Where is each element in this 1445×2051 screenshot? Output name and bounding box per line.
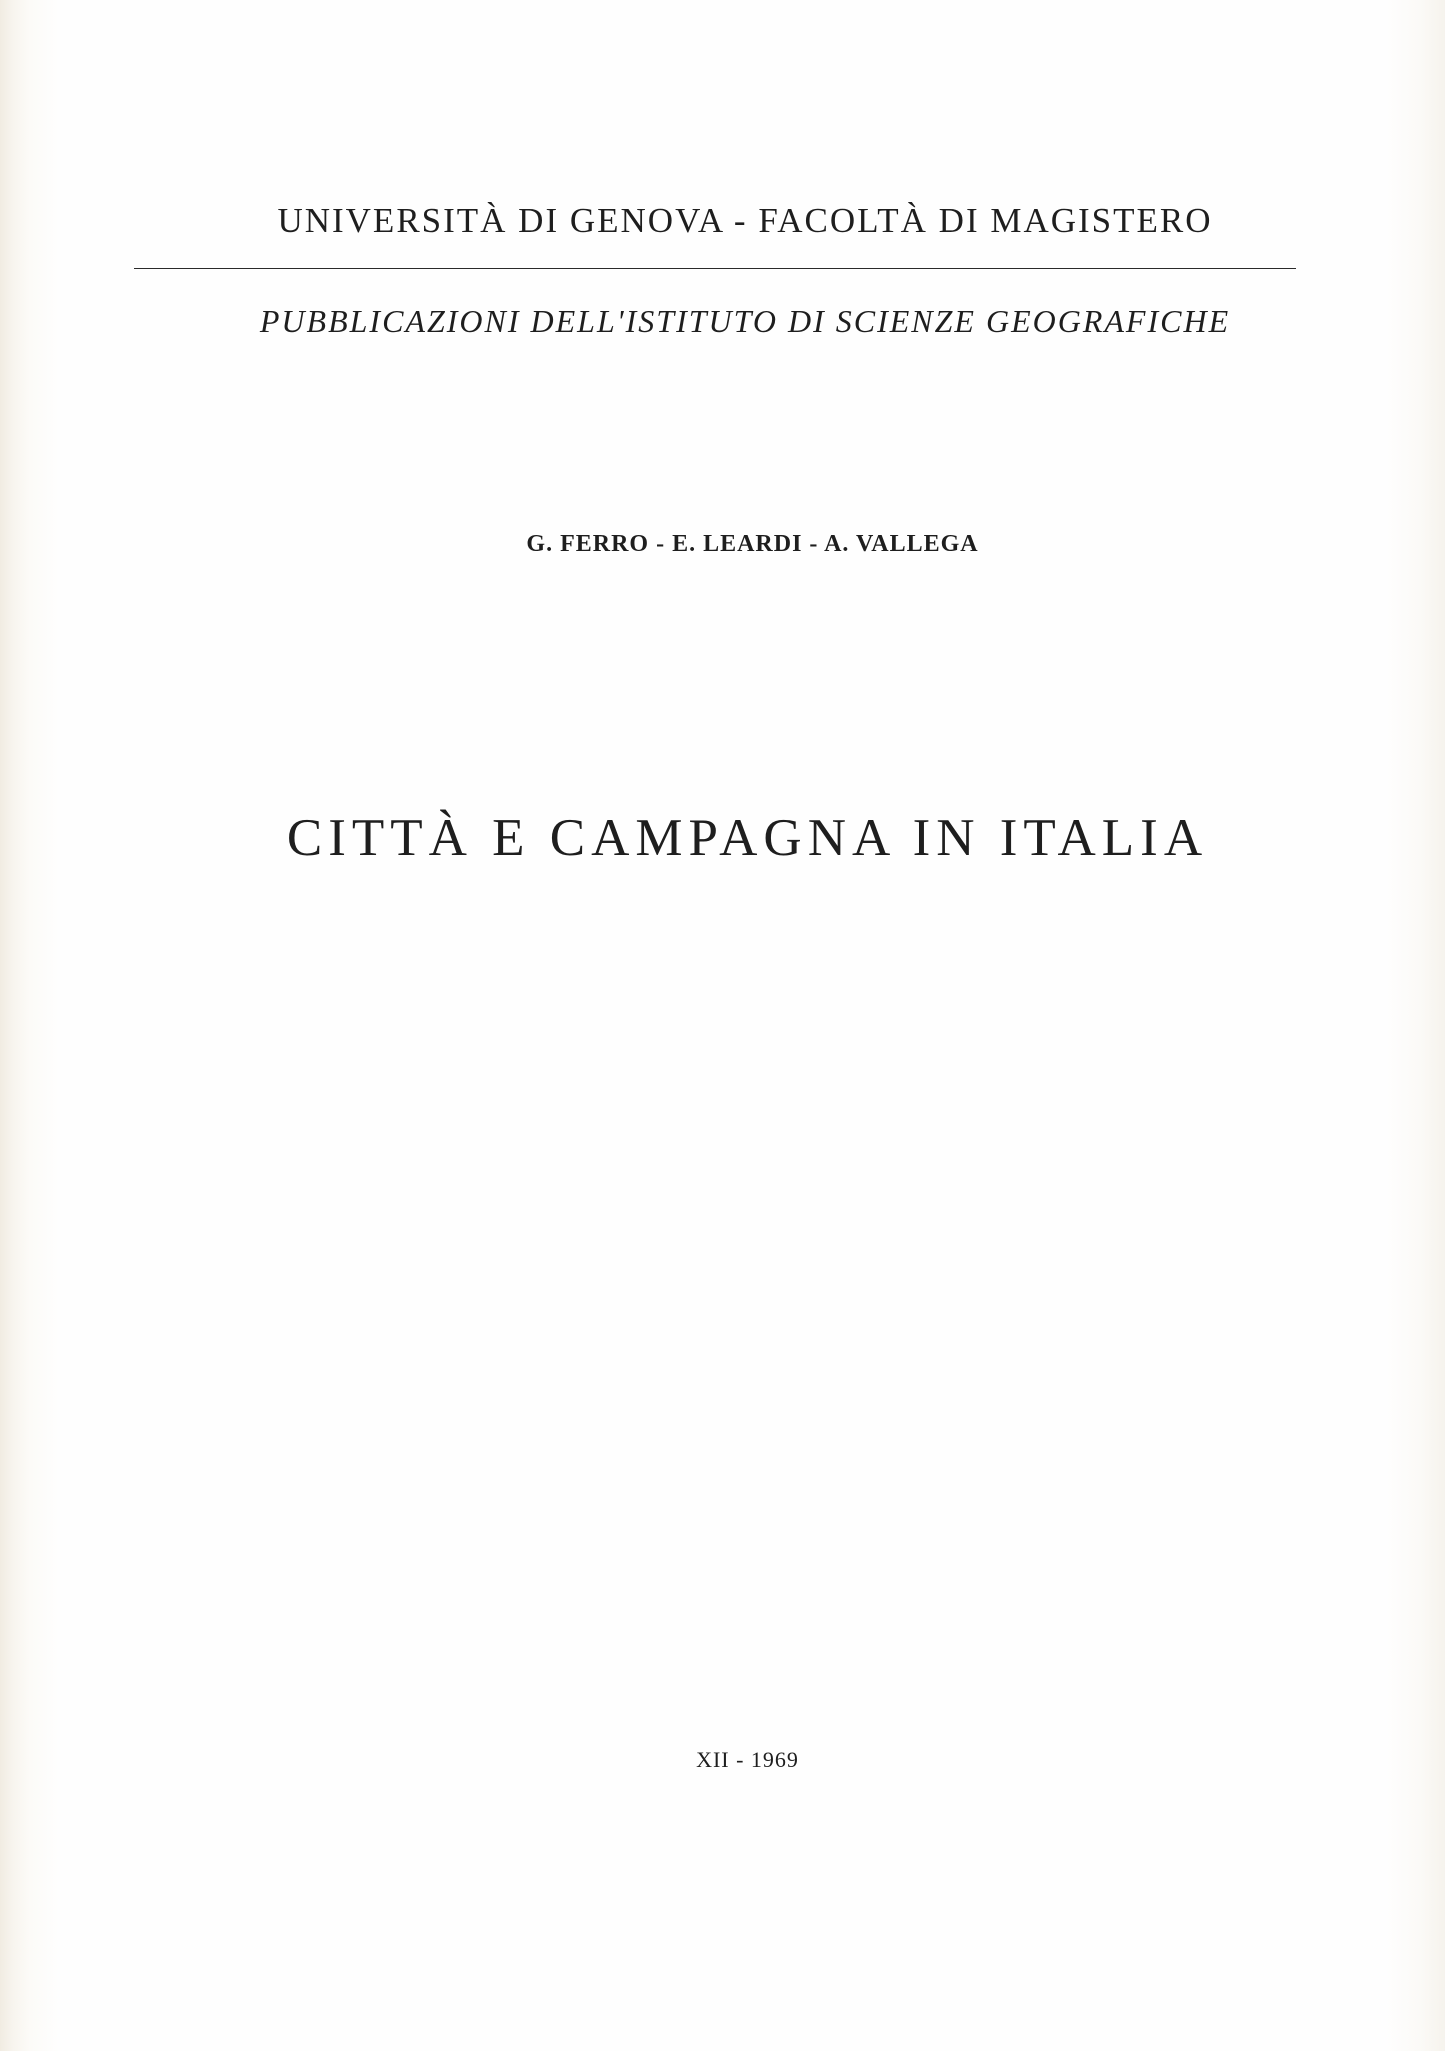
university-heading: UNIVERSITÀ DI GENOVA - FACOLTÀ DI MAGISTERO: [277, 201, 1213, 240]
series-subtitle: PUBBLICAZIONI DELL'ISTITUTO DI SCIENZE GEOGRAFICHE: [259, 303, 1231, 339]
header-divider: [134, 268, 1296, 269]
document-title: CITTÀ E CAMPAGNA IN ITALIA: [286, 809, 1209, 867]
issue-date: XII - 1969: [696, 1747, 799, 1772]
authors-line: G. FERRO - E. LEARDI - A. VALLEGA: [526, 531, 979, 557]
